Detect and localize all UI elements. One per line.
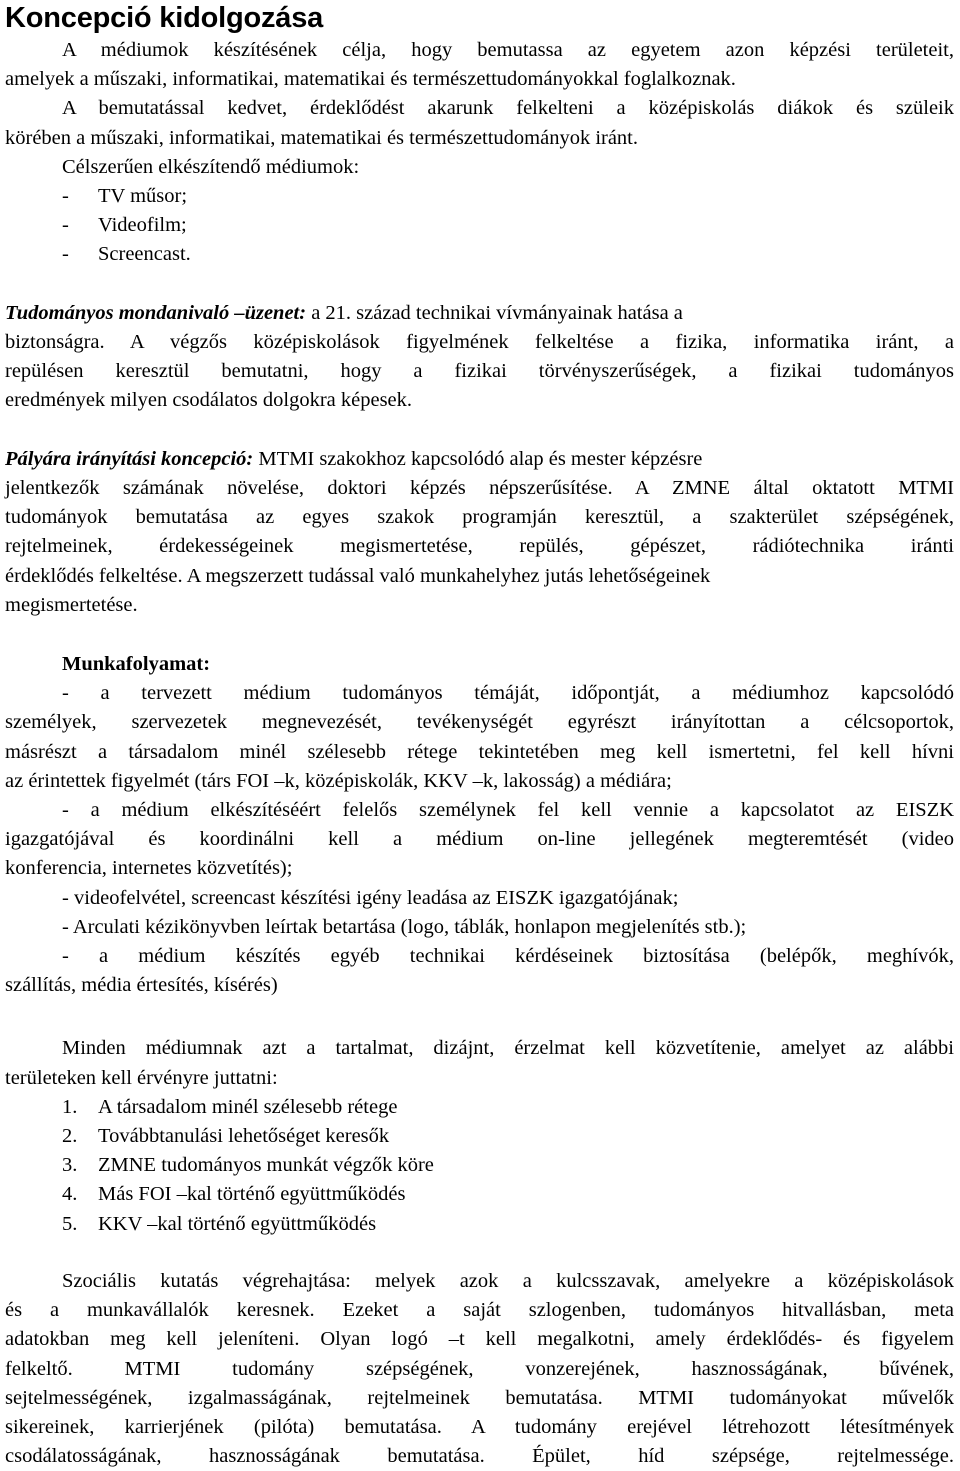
munkafolyamat-heading: Munkafolyamat: — [62, 653, 211, 676]
munkafolyamat-line: - a tervezett médium tudományos témáját, időpontját, a médiumhoz kapcsolódó — [62, 682, 954, 705]
palyara-line: érdeklődés felkeltése. A megszerzett tudással való munkahelyhez jutás lehetőségeinek — [5, 564, 711, 587]
munkafolyamat-line: konferencia, internetes közvetítés); — [5, 857, 293, 880]
media-list-item: - Videofilm; — [62, 214, 187, 237]
minden-line: Minden médiumnak azt a tartalmat, dizájnt, érzelmat kell közvetítenie, amelyet az alábbi — [62, 1037, 954, 1060]
palyara-line: Pályára irányítási koncepció: MTMI szakokhoz kapcsolódó alap és mester képzésre — [5, 447, 703, 470]
palyara-line: tudományok bemutatása az egyes szakok programján keresztül, a szakterület szépségének, — [5, 506, 954, 529]
szocialis-line: sejtelmességének, izgalmasságának, rejtelmeinek bemutatása. MTMI tudományokat művelők — [5, 1386, 954, 1409]
munkafolyamat-line: személyek, szervezetek megnevezését, tevékenységét egyrészt irányítottan a célcsoportok, — [5, 711, 954, 734]
szocialis-line: sikereinek, karrierjének (pilóta) bemutatása. A tudomány erejével létrehozott létesítmények — [5, 1415, 954, 1438]
intro-line: Célszerűen elkészítendő médiumok: — [62, 155, 360, 178]
szocialis-line: adatokban meg kell jeleníteni. Olyan logó –t kell megalkotni, amely érdeklődés- és figyelem — [5, 1328, 954, 1351]
tudomanyos-label: Tudományos mondanivaló –üzenet: — [5, 301, 307, 324]
munkafolyamat-section — [5, 650, 954, 1000]
palyara-line: rejtelmeinek, érdekességeinek megismertetése, repülés, gépészet, rádiótechnika iránti — [5, 535, 954, 558]
intro-line: A bemutatással kedvet, érdeklődést akarunk felkelteni a középiskolás diákok és szüleik — [62, 97, 954, 120]
tudomanyos-line: eredmények milyen csodálatos dolgokra képesek. — [5, 389, 413, 412]
palyara-section — [5, 445, 954, 620]
munkafolyamat-line: az érintettek figyelmét (társ FOI –k, középiskolák, KKV –k, lakosság) a médiára; — [5, 769, 672, 792]
munkafolyamat-line: igazgatójával és koordinálni kell a médium on-line jellegének megteremtését (video — [5, 828, 954, 851]
munkafolyamat-line: - a médium készítés egyéb technikai kérdéseinek biztosítása (belépők, meghívók, — [62, 945, 954, 968]
tudomanyos-line: biztonságra. A végzős középiskolások figyelmének felkeltése a fizika, informatika iránt, a — [5, 331, 954, 354]
palyara-label: Pályára irányítási koncepció: — [5, 447, 254, 470]
intro-line: körében a műszaki, informatikai, matematikai és természettudományok iránt. — [5, 126, 639, 149]
media-list-item: - TV műsor; — [62, 185, 188, 208]
munkafolyamat-line: - videofelvétel, screencast készítési igény leadása az EISZK igazgatójának; — [62, 886, 679, 909]
munkafolyamat-line: - a médium elkészítéséért felelős személynek fel kell vennie a kapcsolatot az EISZK — [62, 799, 954, 822]
intro-line: A médiumok készítésének célja, hogy bemutassa az egyetem azon képzési területeit, — [62, 39, 954, 61]
palyara-line: megismertetése. — [5, 593, 138, 616]
numbered-list-item: 1. A társadalom minél szélesebb rétege — [62, 1095, 398, 1118]
tudomanyos-section — [5, 299, 954, 416]
numbered-list-item: 2. Továbbtanulási lehetőséget keresők — [62, 1125, 390, 1148]
numbered-list-item: 5. KKV –kal történő együttműködés — [62, 1212, 377, 1235]
minden-numbered-list — [5, 1093, 954, 1239]
szocialis-line: csodálatosságának, hasznosságának bemutatása. Épület, híd szépsége, rejtelmessége. — [5, 1445, 954, 1468]
munkafolyamat-line: szállítás, média értesítés, kísérés) — [5, 974, 278, 997]
page-title: Koncepció kidolgozása — [5, 2, 324, 34]
szocialis-section — [5, 1267, 954, 1471]
numbered-list-item: 4. Más FOI –kal történő együttműködés — [62, 1183, 406, 1206]
szocialis-line: felkeltő. MTMI tudomány szépségének, vonzerejének, hasznosságának, bűvének, — [5, 1357, 954, 1380]
intro-section — [5, 36, 954, 270]
minden-line: területeken kell érvényre juttatni: — [5, 1066, 278, 1089]
tudomanyos-line: Tudományos mondanivaló –üzenet: a 21. század technikai vívmányainak hatása a — [5, 301, 683, 324]
palyara-line: jelentkezők számának növelése, doktori képzés népszerűsítése. A ZMNE által oktatott MTMI — [5, 477, 954, 500]
szocialis-line: és a munkavállalók keresnek. Ezeket a saját szlogenben, tudományos hitvallásban, meta — [5, 1299, 954, 1322]
szocialis-line: Szociális kutatás végrehajtása: melyek azok a kulcsszavak, amelyekre a középiskolások — [62, 1269, 954, 1292]
minden-section — [5, 1034, 954, 1238]
munkafolyamat-line: - Arculati kézikönyvben leírtak betartása (logo, táblák, honlapon megjelenítés stb.); — [62, 915, 747, 938]
media-list-item: - Screencast. — [62, 243, 191, 266]
media-list — [5, 182, 954, 270]
munkafolyamat-line: másrészt a társadalom minél szélesebb rétege tekintetében meg kell ismertetni, fel kell hívni — [5, 740, 954, 763]
intro-line: amelyek a műszaki, informatikai, matematikai és természettudományokkal foglalkoznak. — [5, 68, 736, 91]
tudomanyos-line: repülésen keresztül bemutatni, hogy a fizikai törvényszerűségek, a fizikai tudományos — [5, 360, 954, 383]
numbered-list-item: 3. ZMNE tudományos munkát végzők köre — [62, 1154, 434, 1177]
